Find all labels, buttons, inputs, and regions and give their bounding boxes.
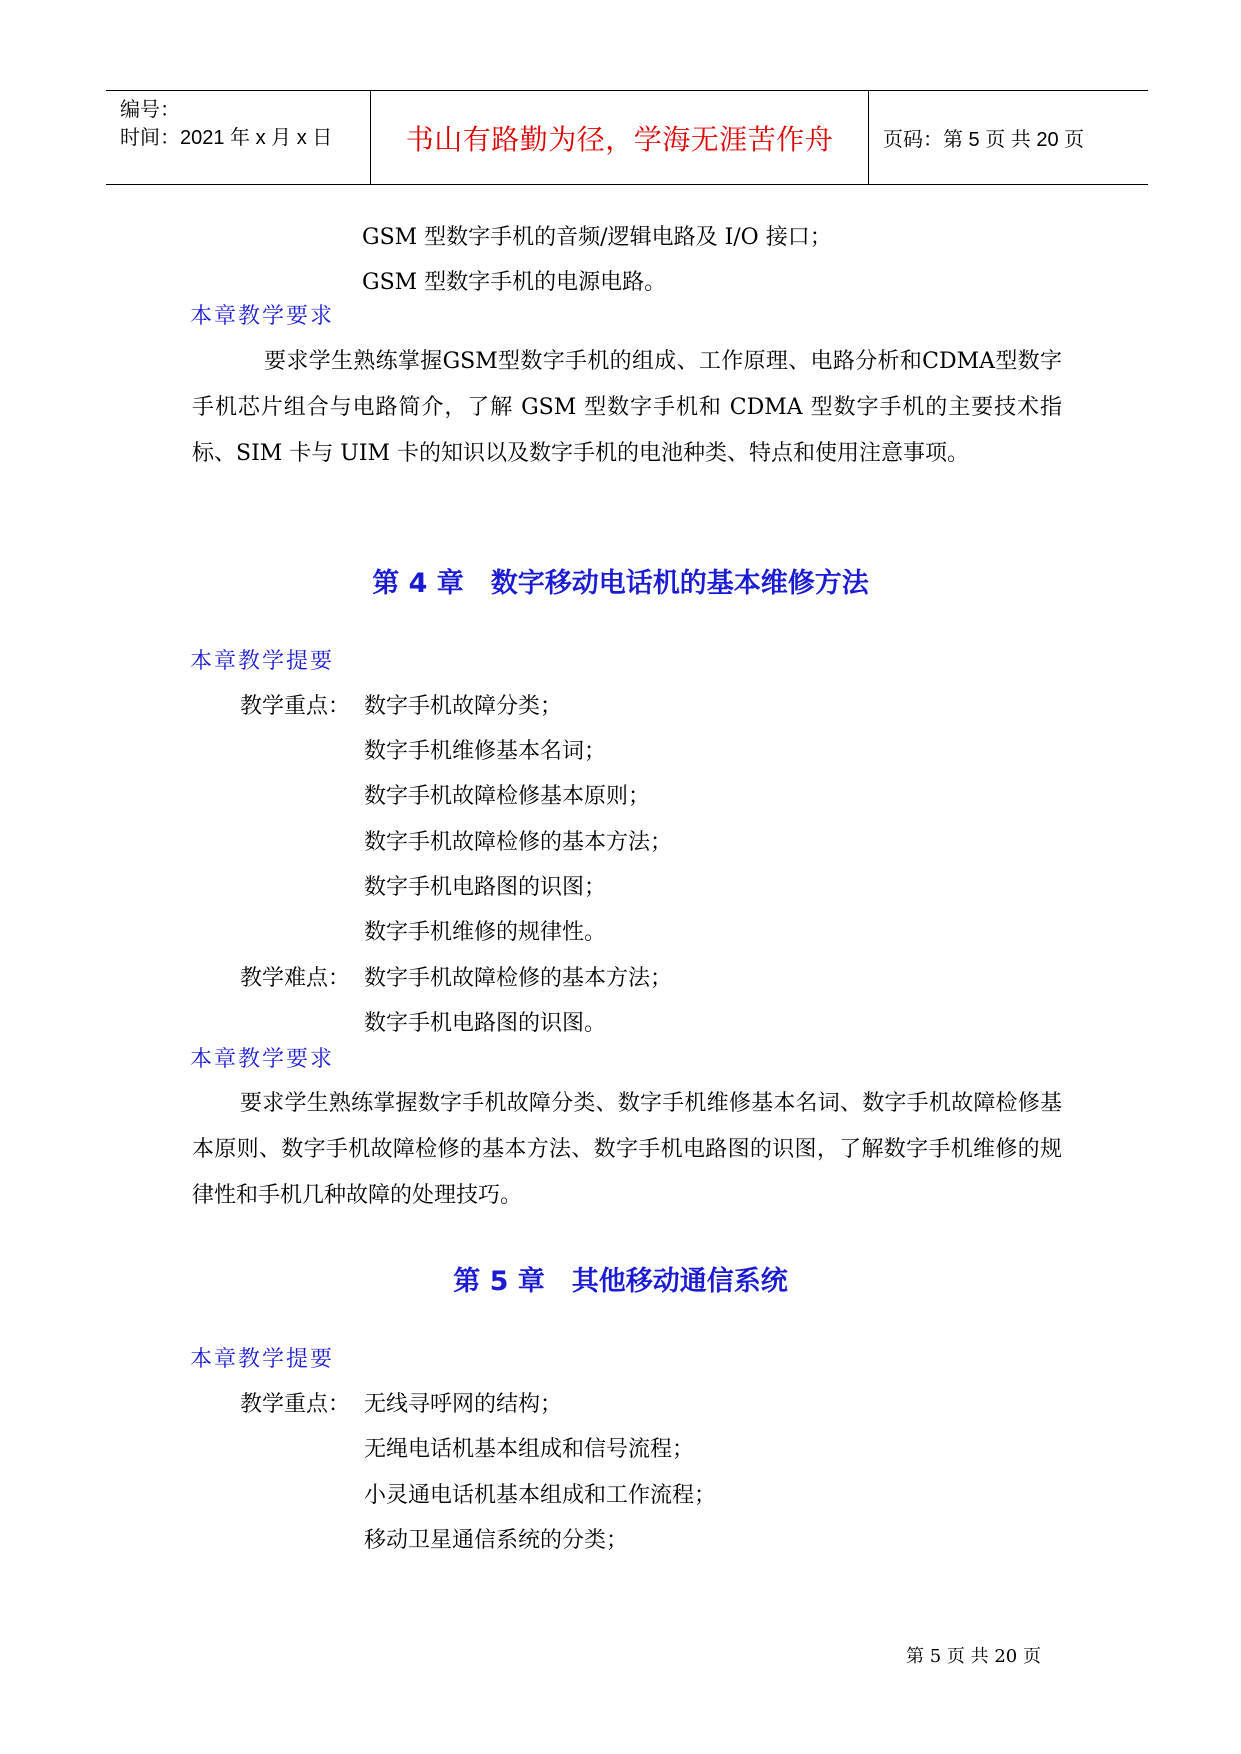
document-time-label: 时间：2021 年 x 月 x 日 [120,127,333,149]
page-footer: 第 5 页 共 20 页 [906,1646,1041,1667]
key-point-item: 数字手机故障检修的基本方法； [364,830,673,855]
key-point-item: 数字手机维修的规律性。 [364,920,607,945]
header-page-info: 页码：第 5 页 共 20 页 [883,129,1085,151]
header-meta-cell [106,91,371,184]
key-point-item: 无线寻呼网的结构； [364,1392,563,1417]
key-points-label: 教学重点： [240,1392,351,1417]
key-point-item: 移动卫星通信系统的分类； [364,1528,629,1553]
requirements-paragraph: 要求学生熟练掌握GSM型数字手机的组成、工作原理、电路分析和CDMA型数字手机芯片组合与电路简介，了解 GSM 型数字手机和 CDMA 型数字手机的主要技术指标、SIM 卡与 UIM 卡的知识以及数字手机的电池种类、特点和使用注意事项。 [192,349,1062,466]
header-page-cell [869,91,1148,184]
key-point-item: 数字手机故障检修基本原则； [364,784,651,809]
outline-heading: 本章教学提要 [190,649,335,674]
difficulty-item: 数字手机电路图的识图。 [364,1011,607,1036]
outline-heading: 本章教学提要 [190,1347,335,1372]
chapter-title: 第 5 章 其他移动通信系统 [453,1266,788,1297]
header-motto-cell [371,91,869,184]
difficulties-label: 教学难点： [240,966,351,991]
intro-line: GSM 型数字手机的电源电路。 [362,270,667,295]
chapter-title: 第 4 章 数字移动电话机的基本维修方法 [372,568,869,599]
requirements-heading: 本章教学要求 [190,304,335,329]
key-points-label: 教学重点： [240,694,351,719]
header-motto: 书山有路勤为径，学海无涯苦作舟 [405,122,834,156]
key-point-item: 数字手机电路图的识图； [364,875,607,900]
document-number-label: 编号： [120,99,180,121]
key-point-item: 小灵通电话机基本组成和工作流程； [364,1483,717,1508]
difficulty-item: 数字手机故障检修的基本方法； [364,966,673,991]
key-point-item: 数字手机维修基本名词； [364,739,607,764]
page-header [106,90,1148,185]
key-point-item: 无绳电话机基本组成和信号流程； [364,1437,695,1462]
key-point-item: 数字手机故障分类； [364,694,563,719]
intro-line: GSM 型数字手机的音频/逻辑电路及 I/O 接口； [362,225,832,250]
requirements-heading: 本章教学要求 [190,1047,335,1072]
requirements-paragraph: 要求学生熟练掌握数字手机故障分类、数字手机维修基本名词、数字手机故障检修基本原则、数字手机故障检修的基本方法、数字手机电路图的识图，了解数字手机维修的规律性和手机几种故障的处理技巧。 [192,1091,1062,1208]
